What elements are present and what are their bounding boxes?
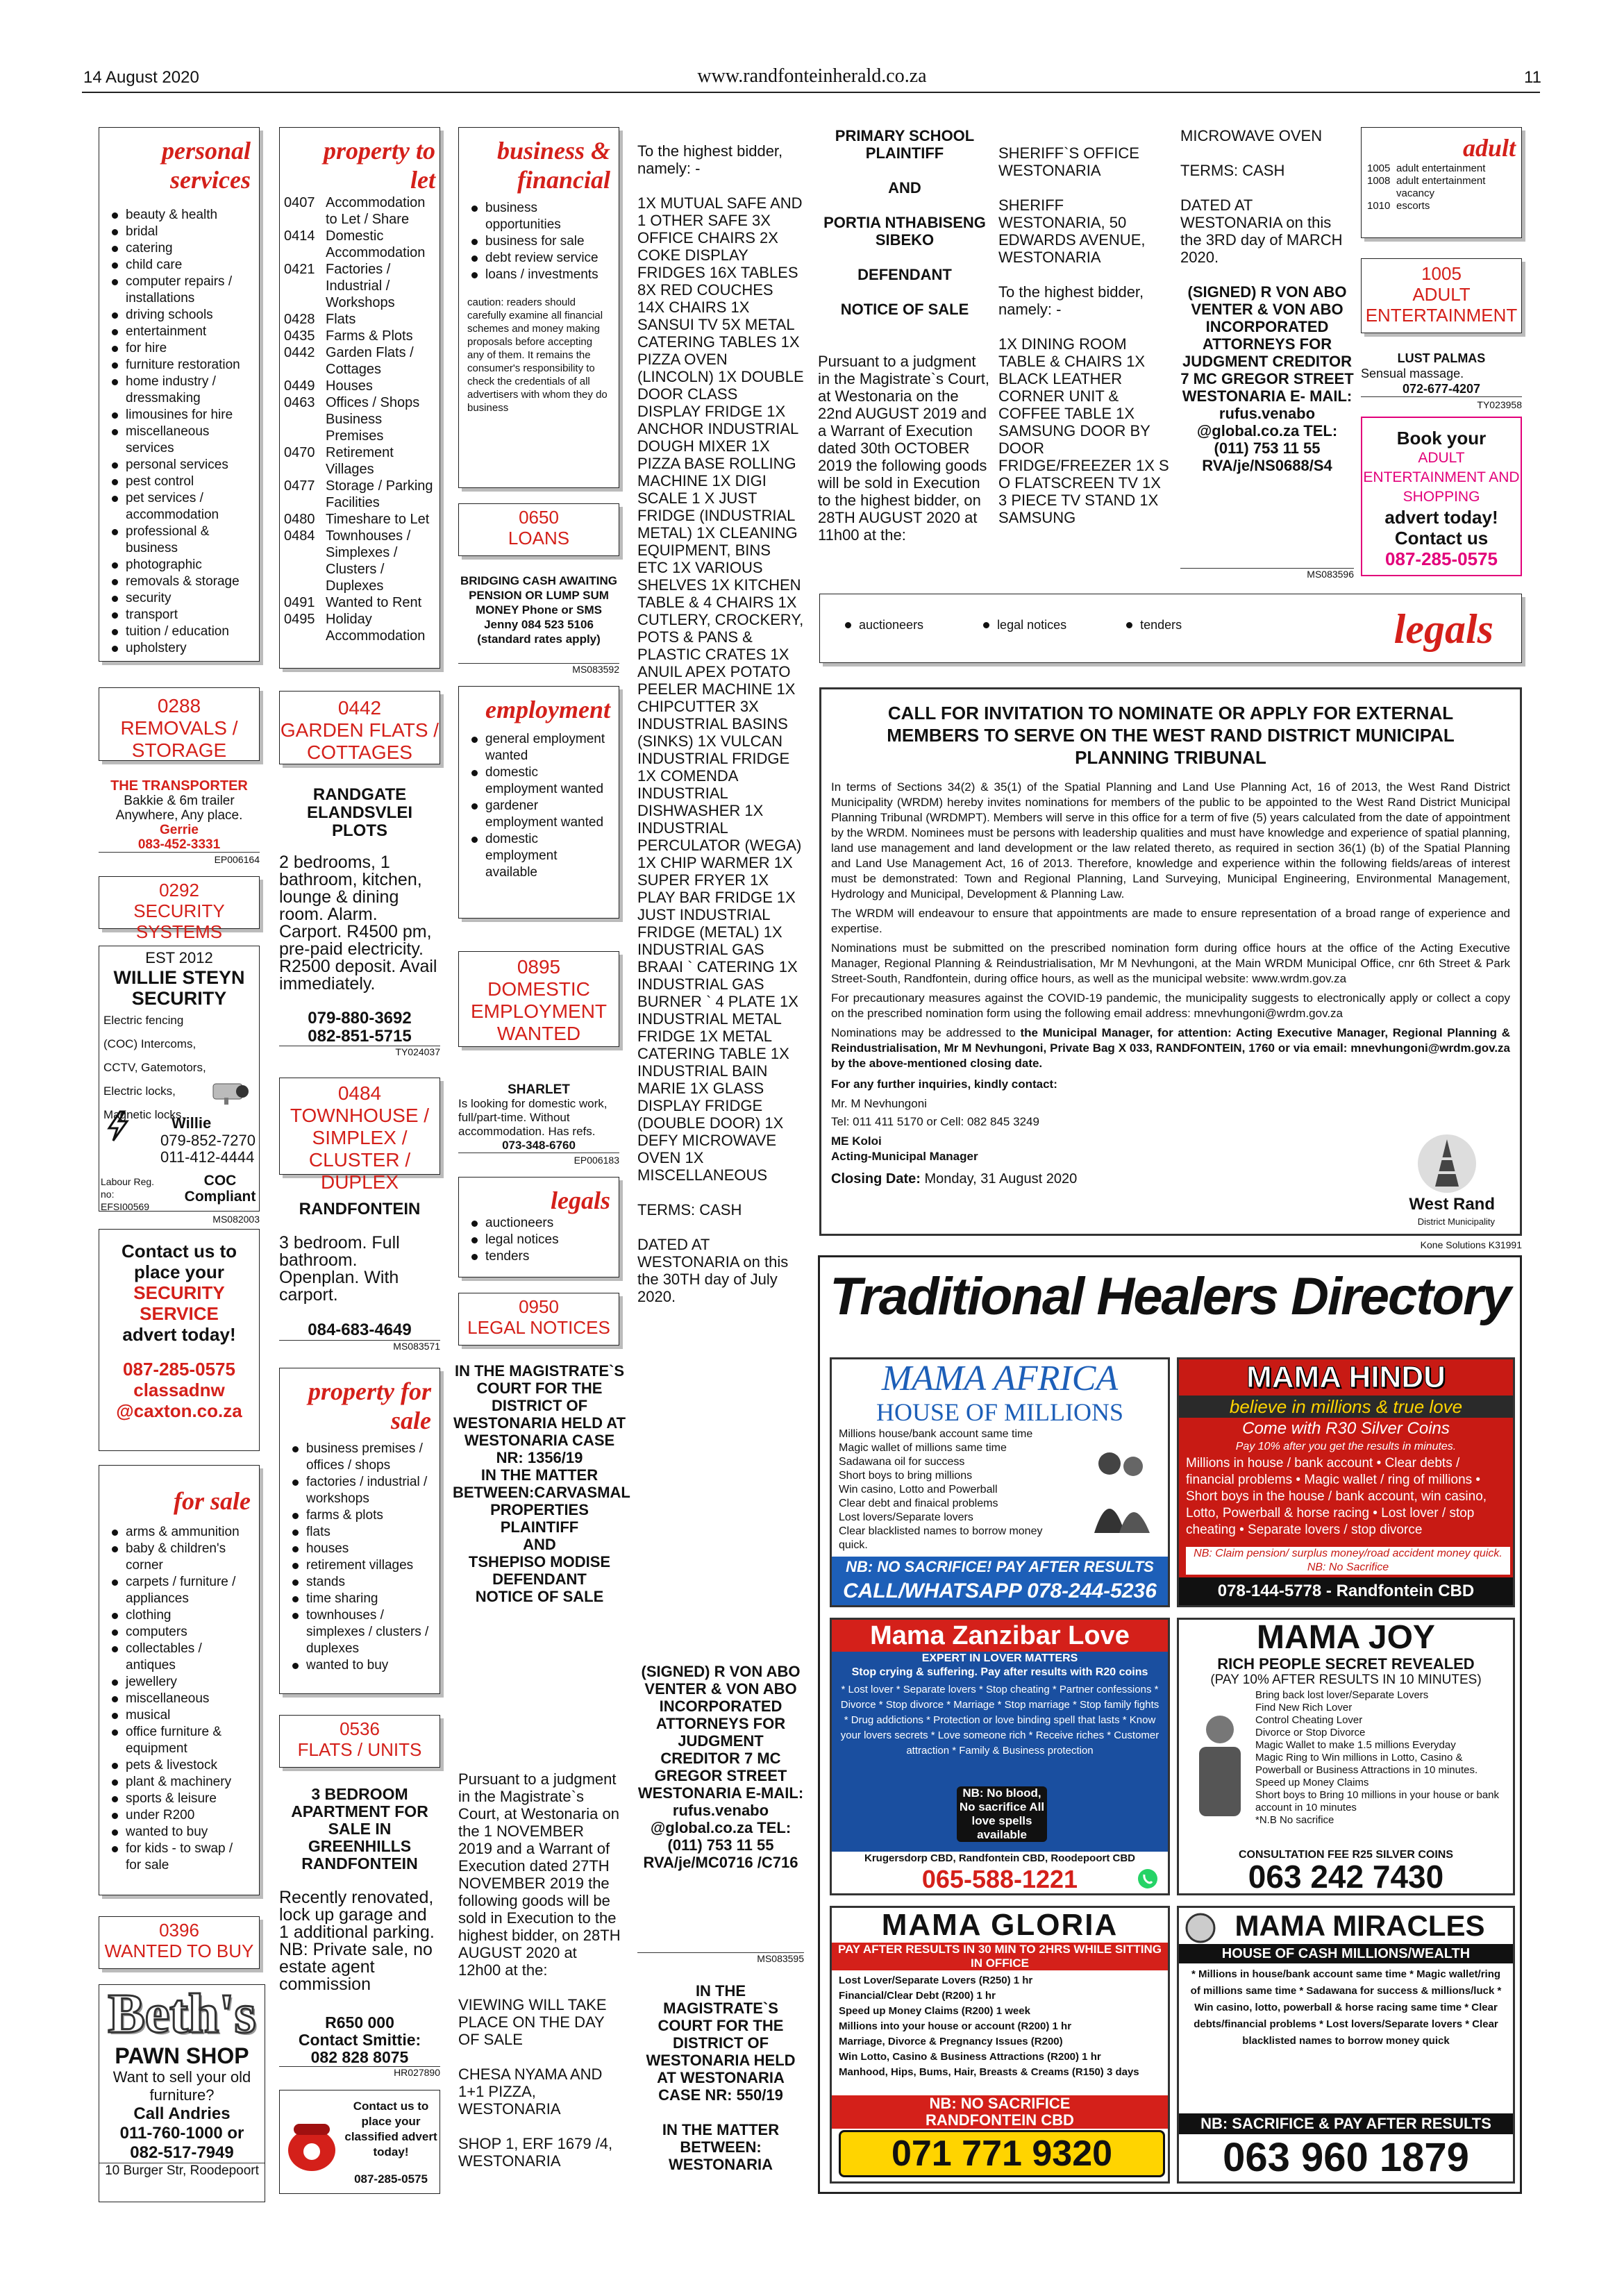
ad-reference: EP006183 <box>458 1153 619 1167</box>
category-code: 0396 <box>159 1920 199 1941</box>
ad-heading: 3 BEDROOM APARTMENT FOR SALE IN GREENHILLS RANDFONTEIN <box>291 1785 428 1872</box>
business-list <box>467 200 610 283</box>
wrdm-notice <box>819 687 1522 1236</box>
closing-date: Closing Date: Monday, 31 August 2020 <box>831 1171 1078 1187</box>
healer-tagline: EXPERT IN LOVER MATTERS <box>921 1652 1078 1664</box>
list-item[interactable]: arms & ammunition <box>108 1524 251 1541</box>
list-item[interactable]: 0484 Townhouses / Simplexes / Clusters / Duplexes <box>284 528 411 594</box>
category-code: 0484 <box>337 1082 382 1104</box>
category-code: 0650 <box>519 507 559 528</box>
notice-paragraph: Nominations may be addressed to the Municipal Manager, for attention: Acting Executive Manager, Regional Planning & Reindustrialisation, Mr M Nevhungoni, Private Bag X 033, RANDFONTEIN, 1760 or via email: mnevhungoni@wrdm.gov.za by the above-mentioned closing date. <box>831 1026 1510 1070</box>
list-item[interactable]: stands <box>288 1574 431 1591</box>
legals-bar <box>819 594 1522 663</box>
legal-notices-category[interactable] <box>458 1293 619 1346</box>
list-item[interactable]: factories / industrial / workshops <box>288 1474 431 1507</box>
category-label: LOANS <box>508 528 570 548</box>
phone-number[interactable]: 063 960 1879 <box>1223 2135 1469 2180</box>
list-item[interactable]: domestic employment available <box>467 831 610 881</box>
list-item[interactable]: 0480 Timeshare to Let <box>284 512 430 527</box>
list-item[interactable]: home industry / dressmaking <box>108 374 251 407</box>
healer-tagline: RICH PEOPLE SECRET REVEALED <box>1217 1655 1475 1673</box>
personal-subtitle: services <box>170 166 251 194</box>
phone-number[interactable]: 087-285-0575 <box>1385 548 1498 569</box>
list-item[interactable]: catering <box>108 240 251 257</box>
list-item[interactable]: driving schools <box>108 307 251 324</box>
list-item[interactable]: for kids - to swap / for sale <box>108 1841 251 1874</box>
ad-credit: Kone Solutions K31991 <box>1420 1239 1522 1250</box>
ad-reference: HR027890 <box>279 2066 440 2078</box>
healer-name: Mama Zanzibar Love <box>832 1620 1168 1652</box>
labour-reg: Labour Reg. no: EFSI00569 <box>101 1176 155 1212</box>
category-code: 0288 <box>157 695 201 717</box>
notice-paragraph: In terms of Sections 34(2) & 35(1) of the Spatial Planning and Land Use Planning Act, 16 of 2013, the West Rand District Municipality (WRDM) hereby invites nominations for members of the public to be appointed to the West Rand District Municipal Planning Tribunal (WRDMPT). Members will serve in this office for a term of five (5) years calculated from the date of appointment by the WRDM. Nominees must be persons with leadership qualities and must have knowledge and experience of spatial planning, land use management and land development or the law related thereto, as required in section 36(1) (b) of the Spatial Planning and Land Use Management Act, 16 of 2013. Therefore, knowledge and experience within the following fields/areas of interest must be demonstrated: Town and Regional Planning, Land Surveying, Municipal Engineering, Environmental Management, Hydrology and Municipal, Development & Planning Law. <box>831 780 1510 900</box>
list-item[interactable]: domestic employment wanted <box>467 764 610 798</box>
phone-number[interactable]: 073-348-6760 <box>502 1139 576 1152</box>
email[interactable]: @caxton.co.za <box>116 1400 242 1421</box>
list-item[interactable]: child care <box>108 257 251 274</box>
list-item[interactable]: computer repairs / installations <box>108 274 251 307</box>
healer-name: MAMA HINDU <box>1246 1360 1446 1394</box>
beths-logo: Beth's <box>108 1984 256 2045</box>
for-sale-list <box>108 1524 251 1874</box>
category-code: 0950 <box>519 1296 559 1317</box>
address: 10 Burger Str, Roodepoort <box>99 2163 265 2179</box>
ad-reference: MS082003 <box>212 1214 260 1225</box>
list-item[interactable]: loans / investments <box>467 267 610 283</box>
phone-number[interactable]: 079-880-3692 <box>308 1009 412 1028</box>
list-item[interactable]: computers <box>108 1624 251 1641</box>
prop-sale-list <box>288 1441 431 1674</box>
lust-palmas-ad <box>1361 351 1522 412</box>
ad-body: Sensual massage. <box>1361 367 1464 380</box>
healer-name: MAMA MIRACLES <box>1234 1909 1485 1942</box>
personal-title: personal <box>161 137 251 165</box>
mama-miracles-ad <box>1177 1906 1515 2184</box>
healer-services: * Millions in house/bank account same time * Magic wallet/ring of millions same time * Sadawana for success & millions/luck * Win casino, lotto, powerball & horse racing same time * Clear debts/financial problems * Lost lovers/Separate lovers * Clear blacklisted names to borrow money quick <box>1190 1968 1502 2047</box>
ad-body: 2 bedrooms, 1 bathroom, kitchen, lounge & dining room. Alarm. Carport. R4500 pm, pre-paid electricity. R2500 deposit. Avail immediately. <box>279 853 437 994</box>
phone-number[interactable]: Tel: 011 411 5170 or Cell: 082 845 3249 <box>831 1115 1039 1128</box>
issue-date: 14 August 2020 <box>83 68 199 87</box>
list-item[interactable]: miscellaneous <box>108 1691 251 1707</box>
signatory-name: ME Koloi <box>831 1134 882 1148</box>
list-item[interactable]: farms & plots <box>288 1507 431 1524</box>
healer-note: NB: NO SACRIFICE! PAY AFTER RESULTS <box>832 1557 1168 1577</box>
list-item[interactable]: debt review service <box>467 250 610 267</box>
phone-number[interactable]: 082 828 8075 <box>310 2048 409 2066</box>
list-item[interactable]: beauty & health <box>108 207 251 224</box>
list-item[interactable]: legal notices <box>467 1232 610 1248</box>
ad-line: Call Andries <box>133 2104 231 2123</box>
business-subtitle: financial <box>517 166 610 194</box>
phone-number[interactable]: 065-588-1221 <box>832 1866 1168 1893</box>
wanted-category[interactable] <box>99 1916 260 1969</box>
healer-note: NB: SACRIFICE & PAY AFTER RESULTS <box>1179 2113 1513 2134</box>
list-item[interactable]: business opportunities <box>467 200 610 233</box>
ad-body: Recently renovated, lock up garage and 1 additional parking. NB: Private sale, no estate agent commission <box>279 1888 435 1994</box>
list-item[interactable]: pest control <box>108 474 251 490</box>
ad-heading: SHARLET <box>508 1082 570 1097</box>
list-item[interactable]: wanted to buy <box>108 1824 251 1841</box>
list-item[interactable]: 0495 Holiday Accommodation <box>284 612 426 644</box>
list-item[interactable]: plant & machinery <box>108 1774 251 1791</box>
healer-tagline: HOUSE OF CASH MILLIONS/WEALTH <box>1179 1944 1513 1963</box>
promo-line: Book your <box>1396 428 1487 449</box>
prop-sale-subtitle: sale <box>391 1407 431 1434</box>
healer-tagline: (PAY 10% AFTER RESULTS IN 10 MINUTES) <box>1210 1673 1482 1687</box>
list-item[interactable]: tuition / education <box>108 623 251 640</box>
list-item[interactable]: business premises / offices / shops <box>288 1441 431 1474</box>
list-item[interactable]: 1005 adult entertainment <box>1367 162 1486 174</box>
notice-body: Pursuant to a judgment in the Magistrate`s Court, at Westonaria on the 1 NOVEMBER 2019 and a Warrant of Execution dated 27TH NOVEMBER 2019 the following goods will be sold in Execution to the highest bidder, on 28TH AUGUST 2020 at 12h00 at the: VIEWING WILL TAKE PLACE ON THE DAY OF SALE CHESA NYAMA AND 1+1 PIZZA, WESTONARIA SHOP 1, ERF 1679 /4, WESTONARIA <box>458 1770 621 2170</box>
townhouse-category[interactable] <box>279 1078 440 1193</box>
phone-number[interactable]: 084-683-4649 <box>308 1321 412 1339</box>
contact-name: Willie <box>171 1114 212 1132</box>
ad-line: Anywhere, Any place. <box>115 808 243 823</box>
list-item[interactable]: gardener employment wanted <box>467 798 610 831</box>
category-code: 0895 <box>517 956 561 978</box>
phone-number[interactable]: 082-517-7949 <box>130 2143 234 2162</box>
list-item[interactable]: 1010 escorts <box>1367 200 1430 212</box>
ad-body: 3 bedroom. Full bathroom. Openplan. With carport. <box>279 1233 400 1305</box>
loans-category[interactable] <box>458 503 619 556</box>
category-code: 1005 <box>1421 263 1462 284</box>
ad-line: Want to sell your old furniture? <box>112 2068 251 2104</box>
flats-category[interactable] <box>279 1715 440 1768</box>
promo-line: ADULT ENTERTAINMENT AND SHOPPING <box>1363 450 1520 505</box>
site-url[interactable]: www.randfonteinherald.co.za <box>697 65 927 87</box>
list-item[interactable]: 0407 Accommodation to Let / Share <box>284 195 426 227</box>
healer-tagline: Pay 10% after you get the results in minutes. <box>1235 1441 1457 1452</box>
list-item[interactable]: office furniture & equipment <box>108 1724 251 1757</box>
healer-services: Bring back lost lover/Separate Lovers Find New Rich Lover Control Cheating Lover Divorce or Stop Divorce Magic Wallet to make 1.5 millions Everyday Magic Ring to Win millions in Lotto, Casino & Powerball or Business Attractions in 10 minutes. Speed up Money Claims Short boys to Bring 10 millions in your house or bank account in 10 minutes *N.B No sacrifice <box>1255 1689 1500 1826</box>
list-item[interactable]: houses <box>288 1541 431 1557</box>
healer-photo-icon <box>1189 1709 1251 1827</box>
list-item[interactable]: clothing <box>108 1607 251 1624</box>
list-item[interactable]: 0463 Offices / Shops Business Premises <box>284 395 420 444</box>
phone-number[interactable]: 087-285-0575 <box>354 2172 428 2186</box>
ad-heading: RANDGATE ELANDSVLEI PLOTS <box>306 785 412 840</box>
ad-reference: MS083592 <box>458 663 619 675</box>
ad-reference: MS083595 <box>637 1952 804 1964</box>
lightning-icon <box>105 1110 131 1142</box>
list-item[interactable]: 0477 Storage / Parking Facilities <box>284 478 433 510</box>
list-item[interactable]: 0428 Flats <box>284 312 356 327</box>
list-item[interactable]: transport <box>108 607 251 623</box>
property-for-sale-box <box>279 1368 440 1694</box>
ad-body: Is looking for domestic work, full/part-time. Without accommodation. Has refs. <box>458 1097 608 1138</box>
transporter-ad <box>99 779 260 867</box>
list-item[interactable]: 0470 Retirement Villages <box>284 445 394 477</box>
price: R650 000 <box>325 2013 394 2031</box>
auction-goods-list: SHERIFF`S OFFICE WESTONARIA SHERIFF WESTONARIA, 50 EDWARDS AVENUE, WESTONARIA To the highest bidder, namely: - 1X DINING ROOM TABLE & CHAIRS 1X BLACK LEATHER CORNER UNIT & COFFEE TABLE 1X SAMSUNG DOOR BY DOOR FRIDGE/FREEZER 1X S O FLATSCREEN TV 1X 3 PIECE TV STAND 1X SAMSUNG <box>998 144 1169 526</box>
healer-note: NB: No blood, No sacrifice All love spells available <box>957 1786 1047 1842</box>
couple-photo-icon <box>1082 1436 1158 1547</box>
healer-note: NB: Claim pension/ surplus money/road accident money quick. NB: No Sacrifice <box>1186 1547 1510 1575</box>
phone-number[interactable]: 082-851-5715 <box>308 1027 412 1046</box>
ad-heading: RANDFONTEIN <box>299 1200 421 1218</box>
phone-number[interactable]: 063 242 7430 <box>1248 1859 1444 1895</box>
whatsapp-icon <box>1137 1868 1158 1889</box>
ad-reference: EP006164 <box>99 852 260 867</box>
healer-location: RANDFONTEIN CBD <box>832 2112 1168 2129</box>
list-item[interactable]: removals & storage <box>108 573 251 590</box>
list-item[interactable]: upholstery <box>108 640 251 657</box>
list-item[interactable]: auctioneers <box>841 617 923 633</box>
phone-number[interactable]: 071 771 9320 <box>839 2130 1165 2177</box>
list-item[interactable]: security <box>108 590 251 607</box>
mama-joy-ad <box>1177 1618 1515 1895</box>
list-item[interactable]: collectables / antiques <box>108 1641 251 1674</box>
list-item[interactable]: retirement villages <box>288 1557 431 1574</box>
category-label: GARDEN FLATS / COTTAGES <box>280 719 440 763</box>
promo-text: Contact us to place your classified advert today! <box>344 2100 437 2159</box>
healer-tagline: Come with R30 Silver Coins <box>1242 1419 1450 1438</box>
healer-note: NB: NO SACRIFICE <box>832 2095 1168 2112</box>
notice-body: Pursuant to a judgment in the Magistrate`s Court, at Westonaria on the 22nd AUGUST 2019 and a Warrant of Execution dated 30th OCTOBER 2019 the following goods will be sold in Execution to the highest bidder, on 28TH AUGUST 2020 at 11h00 at the: <box>818 353 989 544</box>
phone-number[interactable]: 078-144-5778 - Randfontein CBD <box>1179 1577 1513 1605</box>
promo-line: Contact us <box>1394 528 1489 548</box>
coin-icon <box>1184 1912 1216 1944</box>
category-label: REMOVALS / STORAGE <box>120 717 238 761</box>
list-item[interactable]: townhouses / simplexes / clusters / duplexes <box>288 1607 431 1657</box>
healer-name: MAMA AFRICA <box>881 1359 1119 1398</box>
services-list: Electric fencing (COC) Intercoms, CCTV, Gatemotors, Electric locks, Magnetic locks. <box>103 1014 206 1121</box>
wrdm-logo-subtext: District Municipality <box>1417 1216 1495 1227</box>
category-label: ADULT ENTERTAINMENT <box>1365 284 1518 326</box>
notice-paragraph: The WRDM will endeavour to ensure that appointments are made to ensure representation of a broad range of experience and expertise. <box>831 907 1510 935</box>
for-sale-title: for sale <box>174 1487 251 1515</box>
list-item[interactable]: 0414 Domestic Accommodation <box>284 228 426 260</box>
list-item[interactable]: professional & business <box>108 523 251 557</box>
category-code: 0536 <box>340 1718 380 1739</box>
attorney-signature: (SIGNED) R VON ABO VENTER & VON ABO INCORPORATED ATTORNEYS FOR JUDGMENT CREDITOR 7 MC GREGOR STREET WESTONARIA E-MAIL: rufus.venabo @global.co.za TEL: (011) 753 11 55 RVA/je/MC0716 /C716 <box>637 1663 804 1871</box>
mama-gloria-ad <box>830 1906 1170 2184</box>
contact-name: Gerrie <box>160 823 199 837</box>
list-item[interactable]: tenders <box>1122 617 1182 633</box>
garden-flat-ad <box>279 786 440 1057</box>
category-code: 0292 <box>159 880 199 900</box>
removals-category[interactable] <box>99 687 260 761</box>
healer-services: Millions in house / bank account • Clear debts / financial problems • Magic wallet / ring of millions • Short boys in the house / bank account, win casino, Lotto, Powerball & horse racing • Lost lover / stop cheating • Separate lovers / stop divorce <box>1186 1456 1487 1537</box>
list-item[interactable]: 0421 Factories / Industrial / Workshops <box>284 262 395 310</box>
loans-ad: BRIDGING CASH AWAITING PENSION OR LUMP SUM MONEY Phone or SMS Jenny 084 523 5106 (standard rates apply) <box>460 574 618 646</box>
healer-tagline: HOUSE OF MILLIONS <box>876 1398 1123 1426</box>
list-item[interactable]: 1008 adult entertainment vacancy <box>1367 175 1486 199</box>
promo-line: advert today! <box>122 1324 236 1345</box>
ad-reference: MS083596 <box>1180 568 1354 580</box>
list-item[interactable]: tenders <box>467 1248 610 1265</box>
notice-terms: MICROWAVE OVEN TERMS: CASH DATED AT WESTONARIA on this the 3RD day of MARCH 2020. <box>1180 127 1343 266</box>
employment-box <box>458 686 619 919</box>
healer-services: Millions house/bank account same time Magic wallet of millions same time Sadawana oil for success Short boys to bring millions Win casino, Lotto and Powerball Clear debt and finaical problems Lost lovers/Separate lovers Clear blacklisted names to borrow money quick. <box>839 1428 1043 1551</box>
mama-hindu-ad <box>1177 1357 1515 1607</box>
list-item[interactable]: time sharing <box>288 1591 431 1607</box>
phone-number[interactable]: 072-677-4207 <box>1402 382 1481 396</box>
adult-category[interactable] <box>1361 258 1522 333</box>
ad-reference: MS083571 <box>279 1340 440 1352</box>
book-adult-ad <box>1361 417 1522 576</box>
property-title: property to <box>324 137 435 165</box>
ad-reference: TY023958 <box>1361 396 1522 412</box>
security-category[interactable] <box>99 876 260 942</box>
legals-title: legals <box>551 1187 610 1214</box>
list-item[interactable]: musical <box>108 1707 251 1724</box>
employment-title: employment <box>485 696 610 723</box>
company-name: THE TRANSPORTER <box>110 778 248 794</box>
for-sale-box <box>99 1465 260 1895</box>
healer-tagline: believe in millions & true love <box>1179 1396 1513 1418</box>
phone-icon <box>284 2102 340 2178</box>
camera-icon <box>210 1078 256 1106</box>
flat-sale-ad <box>279 1786 440 2078</box>
adult-title: adult <box>1462 134 1516 162</box>
est-year: EST 2012 <box>145 949 213 966</box>
shop-name: PAWN SHOP <box>115 2043 249 2068</box>
list-item[interactable]: 0491 Wanted to Rent <box>284 595 422 610</box>
wrdm-logo-text: West Rand <box>1409 1195 1495 1214</box>
header-rule <box>82 92 1540 93</box>
auction-goods-list: To the highest bidder, namely: - 1X MUTUAL SAFE AND 1 OTHER SAFE 3X OFFICE CHAIRS 2X COKE DISPLAY FRIDGES 16X TABLES 8X RED COUCHES 14X CHAIRS 1X SANSUI TV 5X METAL CATERING TABLES 1X PIZZA OVEN (LINCOLN) 1X DOUBLE DOOR CLASS DISPLAY FRIDGE 1X ANCHOR INDUSTRIAL DOUGH MIXER 1X PIZZA BASE ROLLING MACHINE 1X DIGI SCALE 1 X JUST FRIDGE (INDUSTRIAL METAL) 1X CLEANING EQUIPMENT, BINS ETC 1X VARIOUS SHELVES 1X KITCHEN TABLE & 4 CHAIRS 1X CUTLERY, CROCKERY, POTS & PANS & PLASTIC CRATES 1X ANUIL APEX POTATO PEELER MACHINE 1X CHIPCUTTER 3X INDUSTRIAL BASINS (SINKS) 1X VULCAN INDUSTRIAL FRIDGE 1X COMENDA INDUSTRIAL DISHWASHER 1X INDUSTRIAL PERCULATOR (WEGA) 1X CHIP WARMER 1X SUPER FRYER 1X PLAY BAR FRIDGE 1X JUST INDUSTRIAL FRIDGE (METAL) 1X INDUSTRIAL GAS BRAAI ` CATERING 1X INDUSTRIAL GAS BURNER ` 4 PLATE 1X INDUSTRIAL METAL FRIDGE 1X METAL CATERING TABLE 1X INDUSTRIAL BAIN MARIE 1X GLASS DISPLAY FRIDGE (DOUBLE DOOR) 1X DEFY MICROWAVE OVEN 1X MISCELLANEOUS TERMS: CASH DATED AT WESTONARIA on this the 30TH day of July 2020. <box>637 142 804 1305</box>
promo-line: Contact us to place your <box>121 1241 237 1282</box>
healer-name: MAMA GLORIA <box>881 1908 1119 1942</box>
promo-line: advert today! <box>1384 507 1498 528</box>
company-name: WILLIE STEYN <box>113 967 245 988</box>
domestic-ad <box>458 1083 619 1167</box>
adult-box <box>1361 127 1522 238</box>
legals-list <box>467 1215 610 1265</box>
legals-bar-title: legals <box>1393 606 1493 652</box>
willie-steyn-ad <box>99 946 260 1212</box>
category-label: SECURITY SYSTEMS <box>133 900 225 942</box>
employment-list <box>467 731 610 881</box>
list-item[interactable]: 0442 Garden Flats / Cottages <box>284 345 414 377</box>
list-item[interactable]: jewellery <box>108 1674 251 1691</box>
list-item[interactable]: miscellaneous services <box>108 424 251 457</box>
healer-tagline: Stop crying & suffering. Pay after results with R20 coins <box>851 1666 1148 1678</box>
list-item[interactable]: general employment wanted <box>467 731 610 764</box>
property-to-let-box <box>279 127 440 669</box>
business-financial-box <box>458 127 619 488</box>
promo-line: SECURITY SERVICE <box>133 1282 225 1324</box>
ad-heading: LUST PALMAS <box>1397 351 1486 365</box>
notice-paragraph: For precautionary measures against the COVID-19 pandemic, the municipality suggests to electronically apply or collect a copy on the prescribed nomination form using the following email address: mnevhungoni@wrdm.gov.za <box>831 991 1510 1020</box>
legals-box <box>458 1177 619 1277</box>
list-item[interactable]: 0449 Houses <box>284 378 373 394</box>
list-item[interactable]: for hire <box>108 340 251 357</box>
notice-title: CALL FOR INVITATION TO NOMINATE OR APPLY FOR EXTERNAL MEMBERS TO SERVE ON THE WEST RAND DISTRICT MUNICIPAL PLANNING TRIBUNAL <box>887 703 1455 768</box>
category-label: FLATS / UNITS <box>297 1739 422 1760</box>
list-item[interactable]: pet services / accommodation <box>108 490 251 523</box>
company-name: SECURITY <box>131 988 227 1009</box>
list-item[interactable]: 0435 Farms & Plots <box>284 328 413 344</box>
notice-heading: PRIMARY SCHOOL PLAINTIFF AND PORTIA NTHABISENG SIBEKO DEFENDANT NOTICE OF SALE <box>823 127 986 318</box>
garden-flats-category[interactable] <box>279 691 440 764</box>
mama-zanzibar-ad <box>830 1618 1170 1895</box>
contact-name: Contact Smittie: <box>298 2031 421 2049</box>
notice-paragraph: Nominations must be submitted on the prescribed nomination form during office hours at the office of the Acting Executive Manager, Regional Planning & Reindustrialisation, Mr M Nevhungoni, at the Main WRDM Municipal Office, cnr 6th Street & Park Street-South, Randfontein, during office hours, as well as the municipal website: www.wrdm.gov.za <box>831 941 1510 985</box>
healer-name: MAMA JOY <box>1257 1619 1435 1656</box>
healer-services: Lost Lover/Separate Lovers (R250) 1 hr Financial/Clear Debt (R200) 1 hr Speed up Money Claims (R200) 1 week Millions into your house or account (R200) 1 hr Marriage, Divorce & Pregnancy Issues (R200) Win Lotto, Casino & Business Attractions (R200) 1 hr Manhood, Hips, Bums, Hair, Breasts & Creams (R150) 3 days <box>839 1975 1139 2078</box>
phone-number[interactable]: 087-285-0575 <box>123 1359 235 1380</box>
townhouse-ad <box>279 1200 440 1352</box>
list-item[interactable]: pets & livestock <box>108 1757 251 1774</box>
list-item[interactable]: limousines for hire <box>108 407 251 424</box>
phone-number[interactable]: 011-760-1000 or <box>119 2124 244 2143</box>
list-item[interactable]: auctioneers <box>467 1215 610 1232</box>
list-item[interactable]: bridal <box>108 224 251 240</box>
healer-services: * Lost lover * Separate lovers * Stop cheating * Partner confessions * Divorce * Stop divorce * Marriage * Stop marriage * Stop family fights * Drug addictions * Protection or love binding spell that lasts * Know your lovers secrets * Love someone rich * Receive riches * Customer attraction * Family & Business protection <box>840 1684 1160 1757</box>
list-item[interactable]: baby & children's corner <box>108 1541 251 1574</box>
phone-number[interactable]: 083-452-3331 <box>137 837 221 852</box>
attorney-signature: (SIGNED) R VON ABO VENTER & VON ABO INCORPORATED ATTORNEYS FOR JUDGMENT CREDITOR 7 MC GREGOR STREET WESTONARIA E- MAIL: rufus.venabo @global.co.za TEL: (011) 753 11 55 RVA/je/NS0688/S4 <box>1180 283 1354 474</box>
property-list <box>284 194 435 644</box>
consult-fee: CONSULTATION FEE R25 SILVER COINS <box>1238 1849 1454 1861</box>
ad-reference: TY024037 <box>279 1046 440 1057</box>
phone-number[interactable]: 079-852-7270 <box>160 1132 256 1149</box>
phone-number[interactable]: CALL/WHATSAPP 078-244-5236 <box>832 1577 1168 1605</box>
list-item[interactable]: carpets / furniture / appliances <box>108 1574 251 1607</box>
prop-sale-title: property for <box>308 1377 431 1405</box>
category-code: 0442 <box>337 697 382 719</box>
domestic-category[interactable] <box>458 951 619 1047</box>
coc-badge: COC Compliant <box>184 1173 256 1205</box>
caution-text: caution: readers should carefully examine all financial schemes and money making proposals before accepting any of them. It remains the consumer's responsibility to check the credentials of all advertisers with whom they do business <box>467 296 608 414</box>
signatory-title: Acting-Municipal Manager <box>831 1150 978 1163</box>
email[interactable]: classadnw <box>133 1380 225 1400</box>
list-item[interactable]: flats <box>288 1524 431 1541</box>
notice-heading: IN THE MAGISTRATE`S COURT FOR THE DISTRICT OF WESTONARIA HELD AT WESTONARIA CASE NR: 1356/19 IN THE MATTER BETWEEN:CARVASMAL PROPERTIES PLAINTIFF AND TSHEPISO MODISE DEFENDANT NOTICE OF SALE <box>453 1362 630 1605</box>
notice-heading: IN THE MAGISTRATE`S COURT FOR THE DISTRICT OF WESTONARIA HELD AT WESTONARIA CASE NR: 550/19 IN THE MATTER BETWEEN: WESTONARIA <box>646 1982 796 2173</box>
page-number: 11 <box>1524 68 1541 87</box>
list-item[interactable]: sports & leisure <box>108 1791 251 1807</box>
contact-us-small <box>279 2090 440 2194</box>
category-label: WANTED TO BUY <box>104 1941 254 1961</box>
mama-africa-ad <box>830 1357 1170 1607</box>
list-item[interactable]: personal services <box>108 457 251 474</box>
list-item[interactable]: under R200 <box>108 1807 251 1824</box>
list-item[interactable]: wanted to buy <box>288 1657 431 1674</box>
phone-number[interactable]: 011-412-4444 <box>160 1148 255 1166</box>
category-label: TOWNHOUSE / SIMPLEX / CLUSTER / DUPLEX <box>290 1105 430 1193</box>
list-item[interactable]: photographic <box>108 557 251 573</box>
headgear-logo-icon <box>1416 1132 1478 1195</box>
list-item[interactable]: legal notices <box>979 617 1066 633</box>
beths-pawn-ad <box>99 1984 265 2202</box>
category-label: LEGAL NOTICES <box>467 1317 610 1338</box>
directory-title: Traditional Healers Directory <box>830 1267 1510 1326</box>
adult-list <box>1367 162 1516 212</box>
contact-name: Mr. M Nevhungoni <box>831 1097 927 1110</box>
healer-locations: Krugersdorp CBD, Randfontein CBD, Roodepoort CBD <box>832 1852 1168 1866</box>
list-item[interactable]: entertainment <box>108 324 251 340</box>
list-item[interactable]: furniture restoration <box>108 357 251 374</box>
notice-paragraph: For any further inquiries, kindly contact: <box>831 1078 1057 1091</box>
list-item[interactable]: business for sale <box>467 233 610 250</box>
business-title: business & <box>496 137 610 165</box>
healer-tagline: PAY AFTER RESULTS IN 30 MIN TO 2HRS WHILE SITTING IN OFFICE <box>832 1943 1168 1970</box>
personal-list <box>108 207 251 657</box>
property-subtitle: let <box>410 166 435 194</box>
personal-services-box <box>99 127 260 662</box>
category-label: DOMESTIC EMPLOYMENT WANTED <box>470 978 608 1044</box>
ad-line: Bakkie & 6m trailer <box>124 794 235 808</box>
contact-us-security <box>99 1229 260 1451</box>
